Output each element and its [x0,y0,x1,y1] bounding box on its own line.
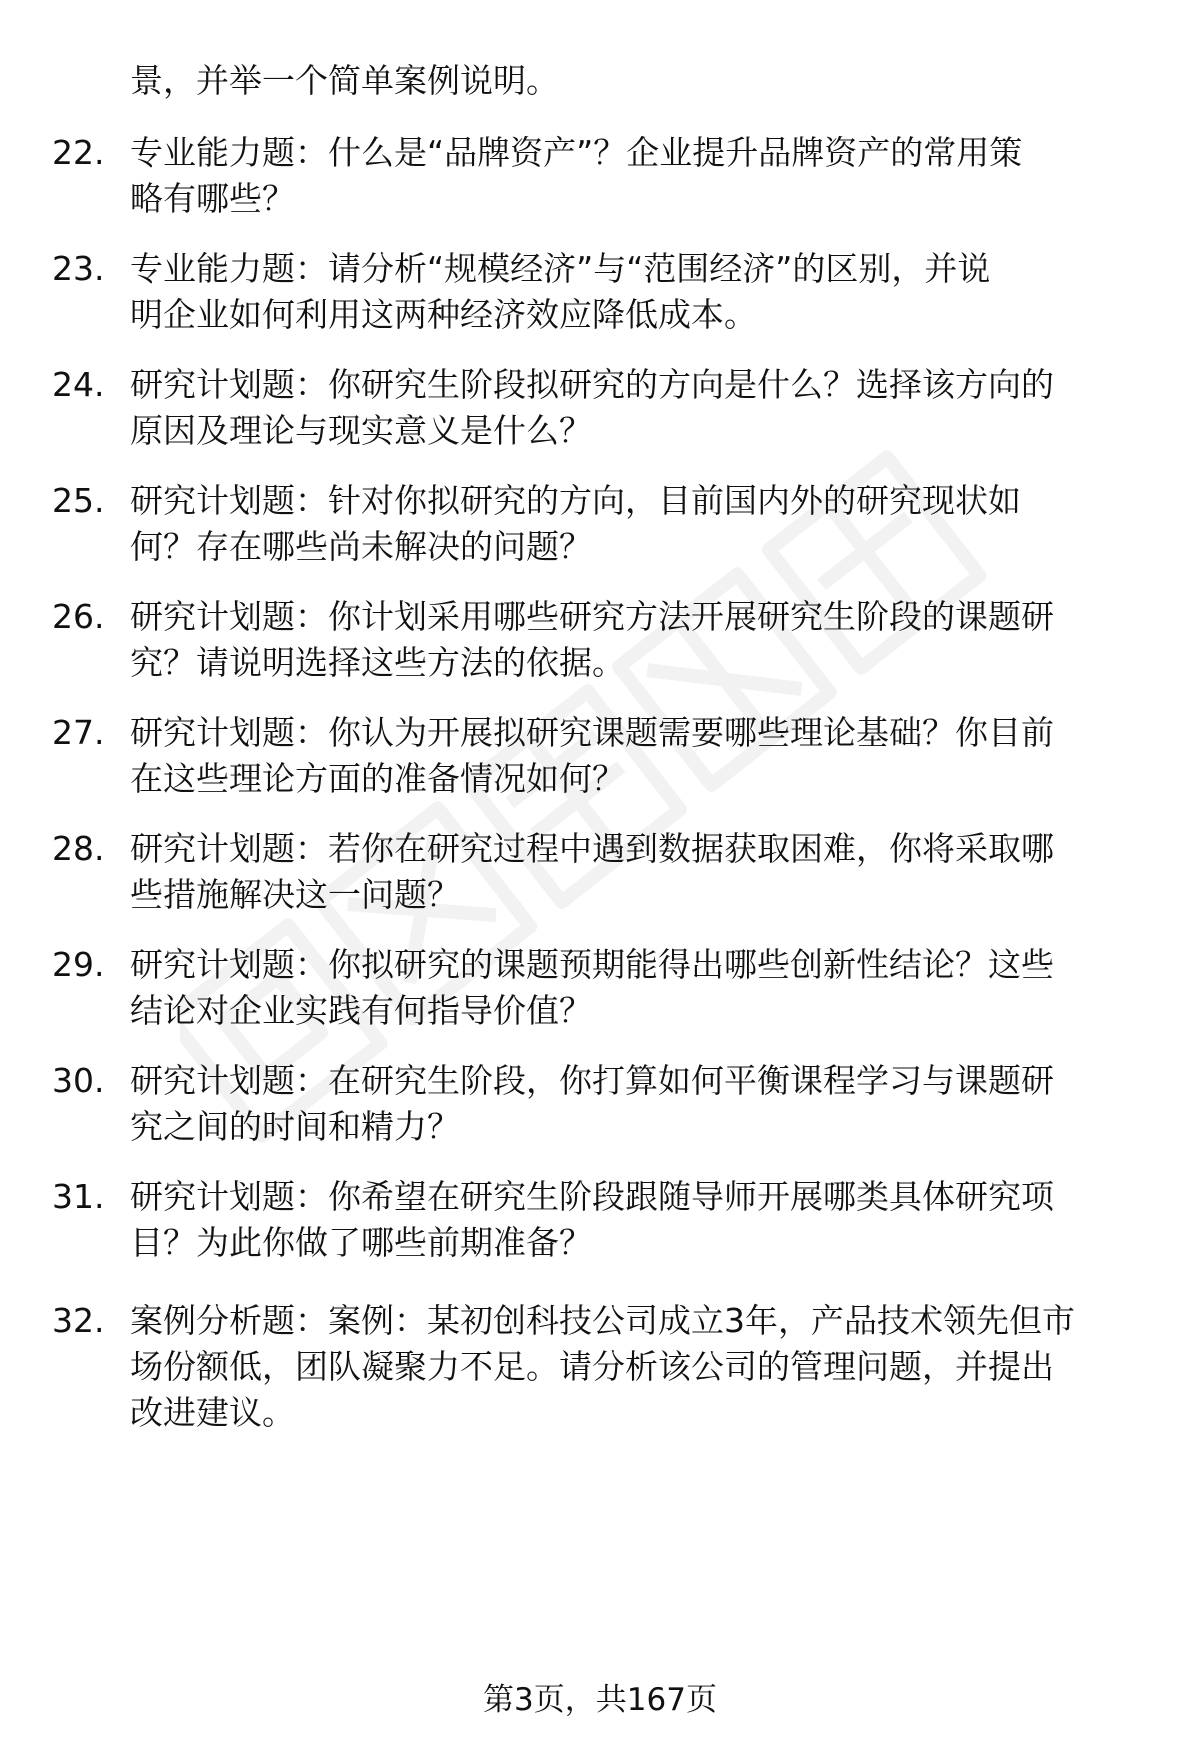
question-text-line: 结论对企业实践有何指导价值？ [130,991,592,1030]
question-text [130,826,1200,918]
question-text [130,1298,1200,1436]
question-number: 23. [52,249,105,288]
question-text-line: 研究计划题：你认为开展拟研究课题需要哪些理论基础？你目前 [130,713,1054,752]
question-text-line: 原因及理论与现实意义是什么？ [130,411,592,450]
question-text-line: 何？存在哪些尚未解决的问题？ [130,527,592,566]
question-text [130,710,1200,802]
question-text-line: 场份额低，团队凝聚力不足。请分析该公司的管理问题，并提出 [130,1347,1054,1386]
question-text-line: 研究计划题：你希望在研究生阶段跟随导师开展哪类具体研究项 [130,1177,1054,1216]
question-number: 24. [52,365,105,404]
question-text-line: 略有哪些？ [130,179,295,218]
question-text [130,478,1200,570]
question-number: 26. [52,597,105,636]
question-text [130,246,1200,338]
continuation-line: 景，并举一个简单案例说明。 [130,61,559,100]
question-number: 31. [52,1177,105,1216]
question-number: 25. [52,481,105,520]
question-text-line: 专业能力题：什么是“品牌资产”？企业提升品牌资产的常用策 [130,133,1023,172]
question-number: 27. [52,713,105,752]
question-text [130,362,1200,454]
question-text-line: 研究计划题：你研究生阶段拟研究的方向是什么？选择该方向的 [130,365,1054,404]
question-text-line: 些措施解决这一问题？ [130,875,460,914]
question-text-line: 目？为此你做了哪些前期准备？ [130,1223,592,1262]
question-text [130,130,1200,222]
question-text-line: 案例分析题：案例：某初创科技公司成立3年，产品技术领先但市 [130,1301,1075,1340]
question-text-line: 研究计划题：在研究生阶段，你打算如何平衡课程学习与课题研 [130,1061,1054,1100]
question-text [130,942,1200,1034]
question-text-line: 研究计划题：你计划采用哪些研究方法开展研究生阶段的课题研 [130,597,1054,636]
question-number: 30. [52,1061,105,1100]
question-text-line: 在这些理论方面的准备情况如何？ [130,759,625,798]
question-number: 28. [52,829,105,868]
question-text-line: 研究计划题：若你在研究过程中遇到数据获取困难，你将采取哪 [130,829,1054,868]
question-text-line: 究之间的时间和精力？ [130,1107,460,1146]
page-footer: 第3页，共167页 [483,1682,717,1718]
question-text-line: 究？请说明选择这些方法的依据。 [130,643,625,682]
question-number: 32. [52,1301,105,1340]
question-number: 29. [52,945,105,984]
question-text-line: 改进建议。 [130,1393,295,1432]
question-text-line: 明企业如何利用这两种经济效应降低成本。 [130,295,757,334]
question-text-line: 研究计划题：你拟研究的课题预期能得出哪些创新性结论？这些 [130,945,1054,984]
question-text [130,1174,1200,1266]
question-text-line: 研究计划题：针对你拟研究的方向，目前国内外的研究现状如 [130,481,1021,520]
question-text [130,594,1200,686]
question-text-line: 专业能力题：请分析“规模经济”与“范围经济”的区别，并说 [130,249,991,288]
question-number: 22. [52,133,105,172]
question-text [130,1058,1200,1150]
